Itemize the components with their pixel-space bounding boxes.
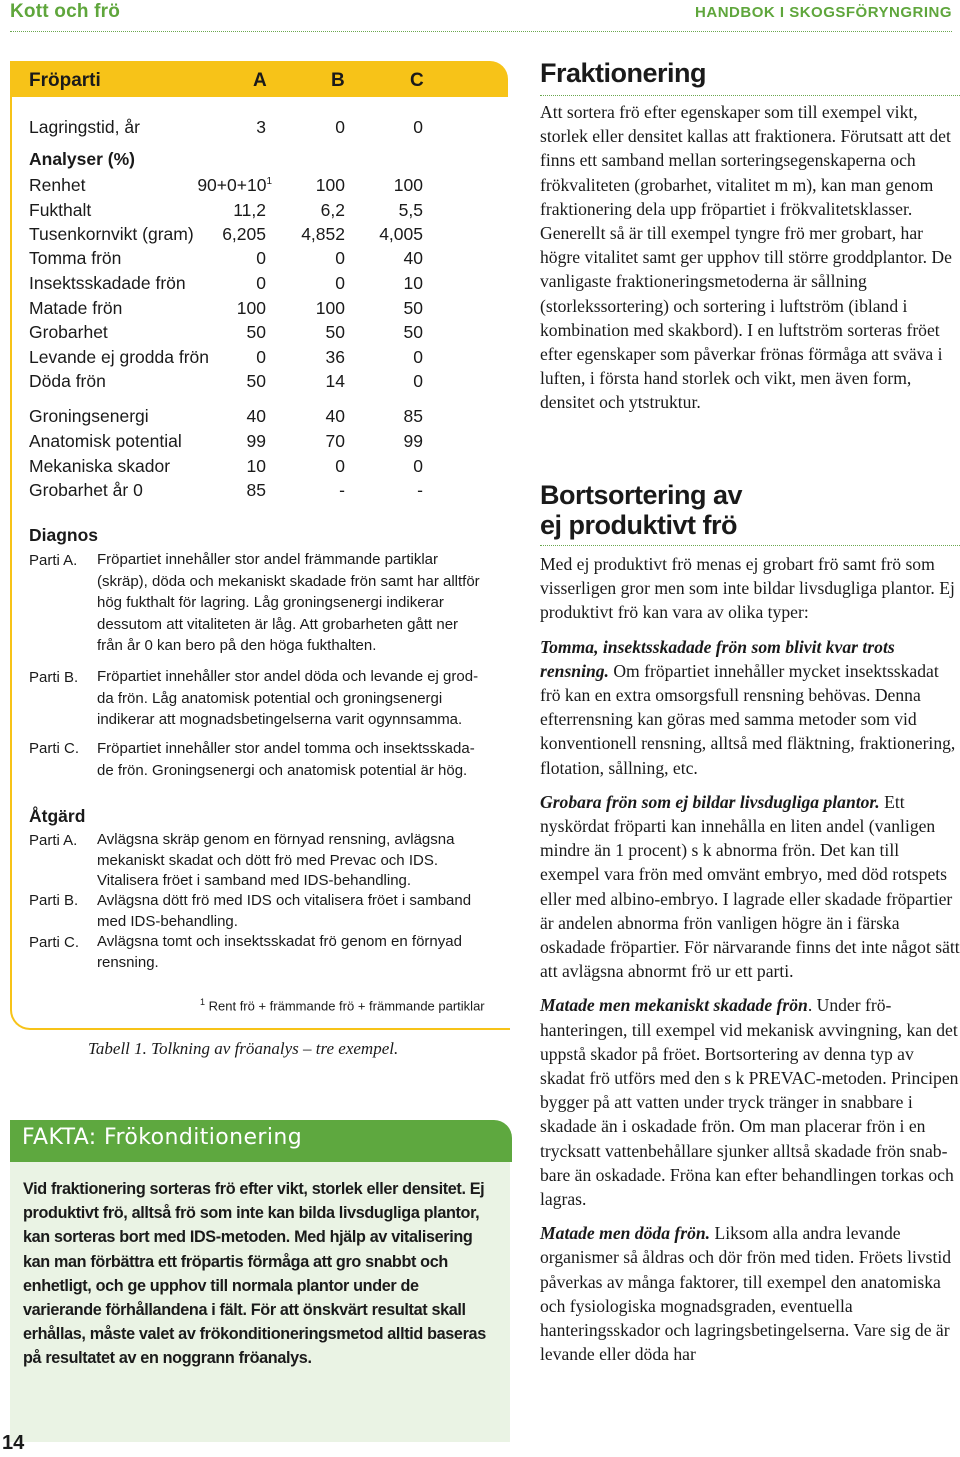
table-title: Fröparti — [29, 70, 101, 91]
paragraph-tomma-text: Om fröpartiet innehåller mycket insektsskadat frö kan en extra omsorgsfull rensning behövas. Denna efterrensning kan göras med samma metoder som vid konventionell rensning, alltså med fläktning, fraktionering, flotation, sållning, etc. — [540, 660, 956, 778]
table-cell-c — [303, 200, 423, 221]
table-cell-value: 5,5 — [398, 200, 423, 220]
table-cell-value: 40 — [246, 406, 266, 426]
table-cell-c — [303, 480, 423, 501]
footnote-text: Rent frö + främmande frö + främmande partiklar — [205, 998, 485, 1014]
heading-divider-2 — [540, 545, 960, 546]
table-cell-value: 0 — [335, 273, 345, 293]
table-cell-value: 0 — [256, 248, 266, 268]
table-cell-value: 0 — [256, 273, 266, 293]
table-cell-value: - — [417, 480, 423, 500]
fraktionering-paragraph: Att sortera frö efter egenskaper som till exempel vikt, storlek eller densitet kallas att fraktionera. Förutsatt att det finns ett samband mellan sorteringsegenskaperna och frökvaliteten (grobarhet, vitalitet m m), kan man genom fraktionering dela upp fröpartiet i frökvalitetsklasser. Generellt så är till exempel tyngre frö mer grobart, har högre vitalitet samt ger upphov till större groddplantor. De vanligaste fraktioneringsmetoderna är sållning (storlekssortering) och sortering i luftström (ibland i kombination med skakbord). I en luftström sorteras fröet efter egenskaper som påverkar frönas förmåga att sväva i luften, i första hand storlek och vikt, men även form, densitet och ytstruktur. — [540, 102, 952, 413]
fakta-text: Vid fraktionering sorteras frö efter vikt, storlek eller densitet. Ej produktivt frö, alltså frö som inte kan bilda livsdugliga plantor, kan sorteras bort med IDS-metoden. Med hjälp av vitalisering kan man förbättra ett fröpartis förmåga att gro snabbt och enhetligt, och ge upphov till normala plantor under de varierande förhållandena i fält. För att önskvärt resultat skall erhållas, måste valet av frökonditioneringsmetod alltid baseras på resultatet av en noggrann fröanalys. — [23, 1180, 486, 1368]
table-row-label: Mekaniska skador — [29, 456, 171, 476]
header-divider — [10, 31, 952, 32]
paragraph-doda-head: Matade men döda frön. — [540, 1223, 711, 1244]
table-cell-value: 100 — [236, 298, 266, 318]
table-cell-c — [303, 273, 423, 294]
diagnos-label-a: Parti A. — [29, 552, 78, 569]
table-cell-c — [303, 117, 423, 138]
heading-divider — [540, 95, 960, 96]
table-cell-value: 40 — [325, 406, 345, 426]
table-row-label: Fukthalt — [29, 200, 92, 220]
column-header-c: C — [410, 70, 424, 91]
atgard-heading: Åtgärd — [29, 806, 86, 826]
table-cell-value: 10 — [246, 456, 266, 476]
table-cell-c — [303, 248, 423, 269]
fraktionering-body — [540, 100, 960, 415]
table-row-label: Anatomisk potential — [29, 431, 182, 451]
table-row-label: Grobarhet år 0 — [29, 480, 143, 500]
footnote-ref: 1 — [266, 176, 272, 188]
table-cell-c — [303, 298, 423, 319]
table-cell-value: 100 — [315, 298, 345, 318]
bortsortering-intro: Med ej produktivt frö menas ej grobart frö samt frö som visserligen gror men som inte bildar livsdugliga plantor. Ej produktivt frö kan vara av olika typer: — [540, 554, 955, 623]
atgard-label-b: Parti B. — [29, 892, 79, 909]
table-cell-value: 0 — [335, 248, 345, 268]
table-cell-value: 0 — [413, 456, 423, 476]
diagnos-label-c: Parti C. — [29, 740, 80, 757]
table-cell-c — [303, 431, 423, 452]
heading-bortsortering-1: Bortsortering av — [540, 480, 743, 510]
table-cell-value: 0 — [413, 347, 423, 367]
table-cell-value: 100 — [315, 175, 345, 195]
paragraph-doda-text: Liksom alla andra levande organismer så åldras och dör frön med tiden. Fröets livstid påverkas av många faktorer, till exempel den anatomiska och fysiologiska mognadsgraden, eventuella hanteringsskador och lagringsbetingelserna. Vare sig de är levande eller döda har — [540, 1223, 952, 1365]
heading-fraktionering: Fraktionering — [540, 58, 707, 88]
table-cell-value: 6,205 — [222, 224, 266, 244]
diagnos-heading: Diagnos — [29, 525, 99, 545]
table-row-label: Tomma frön — [29, 248, 122, 268]
paragraph-grobara-head: Grobara frön som ej bildar livsdugliga plantor. — [540, 791, 880, 812]
diagnos-text-a: Fröpartiet innehåller stor andel främmande partiklar (skräp), döda och mekaniskt skadade frön samt har alltför hög fukthalt för lagring. Låg groningsenergi indikerar dessutom att vitaliteten är låg. Att grobarheten gått ner från år 0 kan bero på den höga fukthalten. — [97, 551, 480, 654]
table-cell-value: 4,005 — [379, 224, 423, 244]
table-cell-c — [303, 347, 423, 368]
paragraph-mekaniskt-head: Matade men mekaniskt skadade frön — [540, 995, 808, 1016]
atgard-text-c: Avlägsna tomt och insektsskadat frö genom en förnyad rensning. — [97, 933, 462, 971]
footnote-marker: 1 — [200, 997, 206, 1007]
table-cell-value: 11,2 — [233, 200, 266, 220]
table-cell-value: 85 — [403, 406, 423, 426]
table-cell-value: 0 — [335, 117, 345, 137]
table-cell-value: 50 — [403, 322, 423, 342]
paragraph-mekaniskt — [540, 993, 960, 1211]
table-row-label: Levande ej grodda frön — [29, 347, 209, 367]
table-cell-value: 36 — [325, 347, 345, 367]
table-cell-value: 4,852 — [301, 224, 345, 244]
table-cell-value: 0 — [413, 117, 423, 137]
section-title: Kott och frö — [10, 1, 121, 22]
paragraph-grobara-text: Ett nyskördat fröparti kan innehålla en liten andel (vanligen mindre än 1 procent) s k abnorma frön. Det kan till exempel vara frön med omvänt embryo, med död rotspets eller med albino-embryo. I lagrade eller skadade fröpartier är andelen abnorma frön vanligen högre än i färska oskadade fröpartier. För närvarande finns det inte något sätt att avlägsna abnormt frö ur ett parti. — [540, 791, 960, 982]
table-cell-value: 50 — [403, 298, 423, 318]
table-cell-value: 90+0+10 — [197, 175, 267, 195]
table-cell-value: 6,2 — [320, 200, 345, 220]
fakta-title: FAKTA: Frökonditionering — [22, 1125, 303, 1150]
atgard-label-c: Parti C. — [29, 934, 80, 951]
atgard-label-a: Parti A. — [29, 832, 78, 849]
table-cell-value: 0 — [256, 347, 266, 367]
book-title: HANDBOK I SKOGSFÖRYNGRING — [695, 4, 952, 21]
diagnos-text-c: Fröpartiet innehåller stor andel tomma och insektsskadade frön. Groningsenergi och anatomisk potential är hög. — [97, 740, 475, 779]
table-cell-value: 0 — [413, 371, 423, 391]
table-footnote — [200, 997, 485, 1013]
table-row-label: Insektsskadade frön — [29, 273, 186, 293]
paragraph-tomma — [540, 635, 960, 780]
table-row-label: Grobarhet — [29, 322, 108, 342]
table-row-label: Lagringstid, år — [29, 117, 140, 137]
table-cell-value: 50 — [246, 371, 266, 391]
paragraph-doda — [540, 1221, 960, 1366]
table-cell-value: 99 — [246, 431, 266, 451]
table-row-label: Groningsenergi — [29, 406, 149, 426]
table-cell-value: - — [339, 480, 345, 500]
table-row-label: Matade frön — [29, 298, 123, 318]
heading-bortsortering-2: ej produktivt frö — [540, 510, 738, 540]
column-header-a: A — [253, 70, 267, 91]
table-cell-value: 50 — [246, 322, 266, 342]
table-cell-value: 0 — [335, 456, 345, 476]
table-caption: Tabell 1. Tolkning av fröanalys – tre exempel. — [88, 1039, 399, 1058]
table-cell-value: 99 — [403, 431, 423, 451]
table-cell-value: 70 — [325, 431, 345, 451]
table-cell-value: 100 — [393, 175, 423, 195]
table-cell-value: 40 — [403, 248, 423, 268]
table-row-label: Döda frön — [29, 371, 106, 391]
atgard-text-a: Avlägsna skräp genom en förnyad rensning, avlägsna mekaniskt skadat och dött frö med Prevac och IDS. Vitalisera fröet i samband med IDS-behandling. — [97, 831, 455, 890]
page-number: 14 — [2, 1432, 25, 1454]
table-cell-c — [303, 456, 423, 477]
table-cell-value: 50 — [325, 322, 345, 342]
paragraph-tomma-head: Tomma, insektsskadade frön som blivit kvar trots rensning. — [540, 636, 895, 681]
table-row-label: Tusenkornvikt (gram) — [29, 224, 194, 244]
diagnos-text-b: Fröpartiet innehåller stor andel döda och levande ej grodda frön. Låg anatomisk potential och groningsenergi indikerar att mognadsbetingelserna varit ogynnsamma. — [97, 668, 479, 728]
table-cell-value: 3 — [256, 117, 266, 137]
table-cell-value: 14 — [325, 371, 345, 391]
atgard-text-b: Avlägsna dött frö med IDS och vitalisera fröet i samband med IDS-behandling. — [97, 892, 472, 930]
table-cell-value: 10 — [403, 273, 423, 293]
column-header-b: B — [331, 70, 345, 91]
bortsortering-body — [540, 552, 960, 1367]
table-cell-c — [303, 175, 423, 196]
paragraph-grobara — [540, 790, 960, 984]
paragraph-mekaniskt-text: . Under fröhanteringen, till exempel vid mekanisk avvingning, kan det uppstå skador på fröet. Bortsortering av denna typ av skadat frö utförs med den s k PREVAC-metoden. Principen bygger på att vatten under tryck tränger in snabbare i skadade än i oskadade frön. Om man placerar frön i en trycksatt vattenbehållare sjunker alltså skadade frön snabbare än oskadade. Fröna kan efter behandlingen torkas och lagras. — [540, 995, 959, 1210]
table-cell-c — [303, 406, 423, 427]
analyses-heading: Analyser (%) — [29, 149, 136, 169]
table-cell-value: 85 — [246, 480, 266, 500]
diagnos-label-b: Parti B. — [29, 669, 79, 686]
table-cell-c — [303, 322, 423, 343]
table-row-label: Renhet — [29, 175, 86, 195]
table-cell-c — [303, 224, 423, 245]
table-cell-c — [303, 371, 423, 392]
